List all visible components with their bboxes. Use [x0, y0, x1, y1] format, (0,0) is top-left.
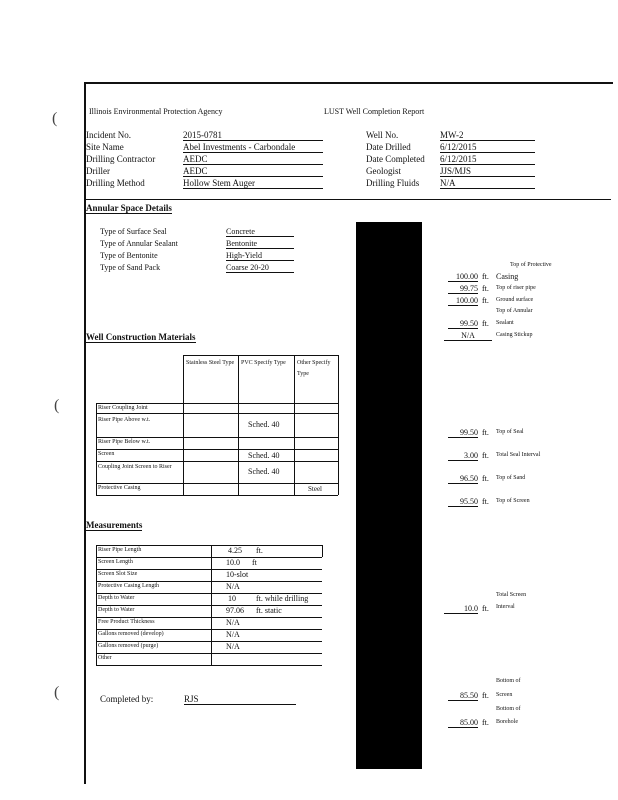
ground-surface-label: Ground surface [496, 297, 534, 303]
stickup-value: N/A [444, 331, 492, 341]
protective-casing-other: Steel [308, 485, 322, 493]
date-drilled-label: Date Drilled [366, 142, 411, 152]
screen-interval-value: 10.0 [444, 604, 478, 614]
top-sand-label: Top of Sand [496, 475, 526, 481]
well-no-value: MW-2 [440, 130, 535, 141]
incident-label: Incident No. [86, 130, 131, 140]
annular-sealant-value: Bentonite [226, 239, 294, 249]
seal-interval-value: 3.00 [448, 451, 478, 461]
ft-unit: ft. [482, 284, 489, 293]
completed-by-value: RJS [184, 694, 296, 705]
bentonite-label: Type of Bentonite [100, 251, 158, 260]
bottom-borehole-label-2: Borehole [496, 719, 518, 725]
header-divider [84, 199, 611, 200]
punch-hole-mark: ( [54, 397, 60, 414]
gallons-purge-value: N/A [226, 642, 240, 651]
agency-name: Illinois Environmental Protection Agency [89, 107, 223, 116]
measurement-label: Screen Length [98, 559, 133, 565]
measurement-label: Gallons removed (purge) [98, 643, 159, 649]
site-name-value: Abel Investments - Carbondale [183, 142, 323, 153]
riser-length-unit: ft. [256, 546, 263, 555]
measurement-label: Gallons removed (develop) [98, 631, 164, 637]
gallons-develop-value: N/A [226, 630, 240, 639]
fluids-label: Drilling Fluids [366, 178, 420, 188]
punch-hole-mark: ( [54, 684, 60, 701]
top-screen-label: Top of Screen [496, 498, 530, 504]
materials-row-label: Riser Pipe Below w.t. [98, 439, 151, 445]
measurement-label: Screen Slot Size [98, 571, 138, 577]
ft-unit: ft. [482, 718, 489, 727]
ft-unit: ft. [482, 474, 489, 483]
ft-unit: ft. [482, 451, 489, 460]
top-riser-value: 99.75 [448, 284, 478, 294]
geologist-label: Geologist [366, 166, 401, 176]
bottom-screen-label: Bottom of [496, 678, 521, 684]
ground-surface-value: 100.00 [448, 296, 478, 306]
measurement-label: Depth to Water [98, 607, 135, 613]
sand-pack-value: Coarse 20-20 [226, 263, 294, 273]
measurement-label: Protective Casing Length [98, 583, 159, 589]
ft-unit: ft. [482, 272, 489, 281]
geologist-value: JJS/MJS [440, 166, 535, 177]
water-static-value: 97.06 [226, 606, 244, 615]
riser-above-pvc: Sched. 40 [248, 420, 280, 429]
bentonite-value: High-Yield [226, 251, 294, 261]
top-riser-label: Top of riser pipe [496, 285, 536, 291]
screen-interval-label-2: Interval [496, 604, 515, 610]
sealant-label: Sealant [496, 320, 514, 326]
measurement-label: Depth to Water [98, 595, 135, 601]
method-label: Drilling Method [86, 178, 145, 188]
seal-interval-label: Total Seal Interval [496, 452, 541, 458]
fluids-value: N/A [440, 178, 535, 189]
driller-value: AEDC [183, 166, 323, 177]
free-product-value: N/A [226, 618, 240, 627]
method-value: Hollow Stem Auger [183, 178, 323, 189]
top-seal-label: Top of Seal [496, 429, 524, 435]
sand-pack-label: Type of Sand Pack [100, 263, 161, 272]
materials-row-label: Riser Pipe Above w.t. [98, 417, 151, 423]
sealant-value: 99.50 [448, 319, 478, 329]
materials-row-label: Riser Coupling Joint [98, 405, 148, 411]
site-name-label: Site Name [86, 142, 124, 152]
casing-word: Casing [496, 272, 519, 281]
driller-label: Driller [86, 166, 110, 176]
annular-sealant-label: Type of Annular Sealant [100, 239, 178, 248]
ft-unit: ft. [482, 428, 489, 437]
punch-hole-mark: ( [52, 110, 58, 127]
bottom-borehole-label: Bottom of [496, 706, 521, 712]
water-drilling-value: 10 [228, 594, 236, 603]
date-completed-value: 6/12/2015 [440, 154, 535, 165]
date-completed-label: Date Completed [366, 154, 425, 164]
col-pvc-header: PVC Specify Type [241, 360, 286, 366]
surface-seal-value: Concrete [226, 227, 294, 237]
ft-unit: ft. [482, 691, 489, 700]
ft-unit: ft. [482, 319, 489, 328]
coupling-pvc: Sched. 40 [248, 467, 280, 476]
riser-length-value: 4.25 [228, 546, 242, 555]
screen-length-unit: ft [252, 558, 257, 567]
water-drilling-unit: ft. while drilling [256, 594, 309, 603]
report-title: LUST Well Completion Report [324, 107, 425, 116]
measurement-label: Riser Pipe Length [98, 547, 142, 553]
incident-value: 2015-0781 [183, 130, 323, 141]
slot-size-value: 10-slot [226, 570, 249, 579]
top-screen-value: 95.50 [448, 497, 478, 507]
casing-length-value: N/A [226, 582, 240, 591]
contractor-value: AEDC [183, 154, 323, 165]
well-no-label: Well No. [366, 130, 399, 140]
screen-length-value: 10.0 [226, 558, 240, 567]
top-seal-value: 99.50 [448, 428, 478, 438]
bottom-screen-label-2: Screen [496, 692, 513, 698]
materials-section-title: Well Construction Materials [86, 332, 196, 342]
measurements-section-title: Measurements [86, 520, 143, 530]
date-drilled-value: 6/12/2015 [440, 142, 535, 153]
top-casing-value: 100.00 [448, 272, 478, 282]
top-casing-label: Top of Protective [510, 262, 552, 268]
measurement-label: Free Product Thickness [98, 619, 155, 625]
bottom-screen-value: 85.50 [448, 691, 478, 701]
water-static-unit: ft. static [256, 606, 282, 615]
stickup-label: Casing Stickup [496, 332, 533, 338]
contractor-label: Drilling Contractor [86, 154, 156, 164]
materials-row-label: Coupling Joint Screen to Riser [98, 464, 172, 470]
measurement-label: Other [98, 655, 112, 661]
surface-seal-label: Type of Surface Seal [100, 227, 167, 236]
completed-by-label: Completed by: [100, 694, 154, 704]
col-other-header: Other Specify Type [297, 360, 331, 377]
screen-interval-label: Total Screen [496, 592, 527, 598]
ft-unit: ft. [482, 604, 489, 613]
ft-unit: ft. [482, 497, 489, 506]
materials-row-label: Protective Casing [98, 485, 141, 491]
top-sand-value: 96.50 [448, 474, 478, 484]
well-diagram-bar [356, 222, 422, 769]
bottom-borehole-value: 85.00 [448, 718, 478, 728]
ft-unit: ft. [482, 296, 489, 305]
screen-pvc: Sched. 40 [248, 451, 280, 460]
annular-section-title: Annular Space Details [86, 203, 172, 213]
top-annular-label: Top of Annular [496, 308, 533, 314]
col-stainless-header: Stainless Steel Type [186, 360, 235, 366]
materials-row-label: Screen [98, 451, 115, 457]
